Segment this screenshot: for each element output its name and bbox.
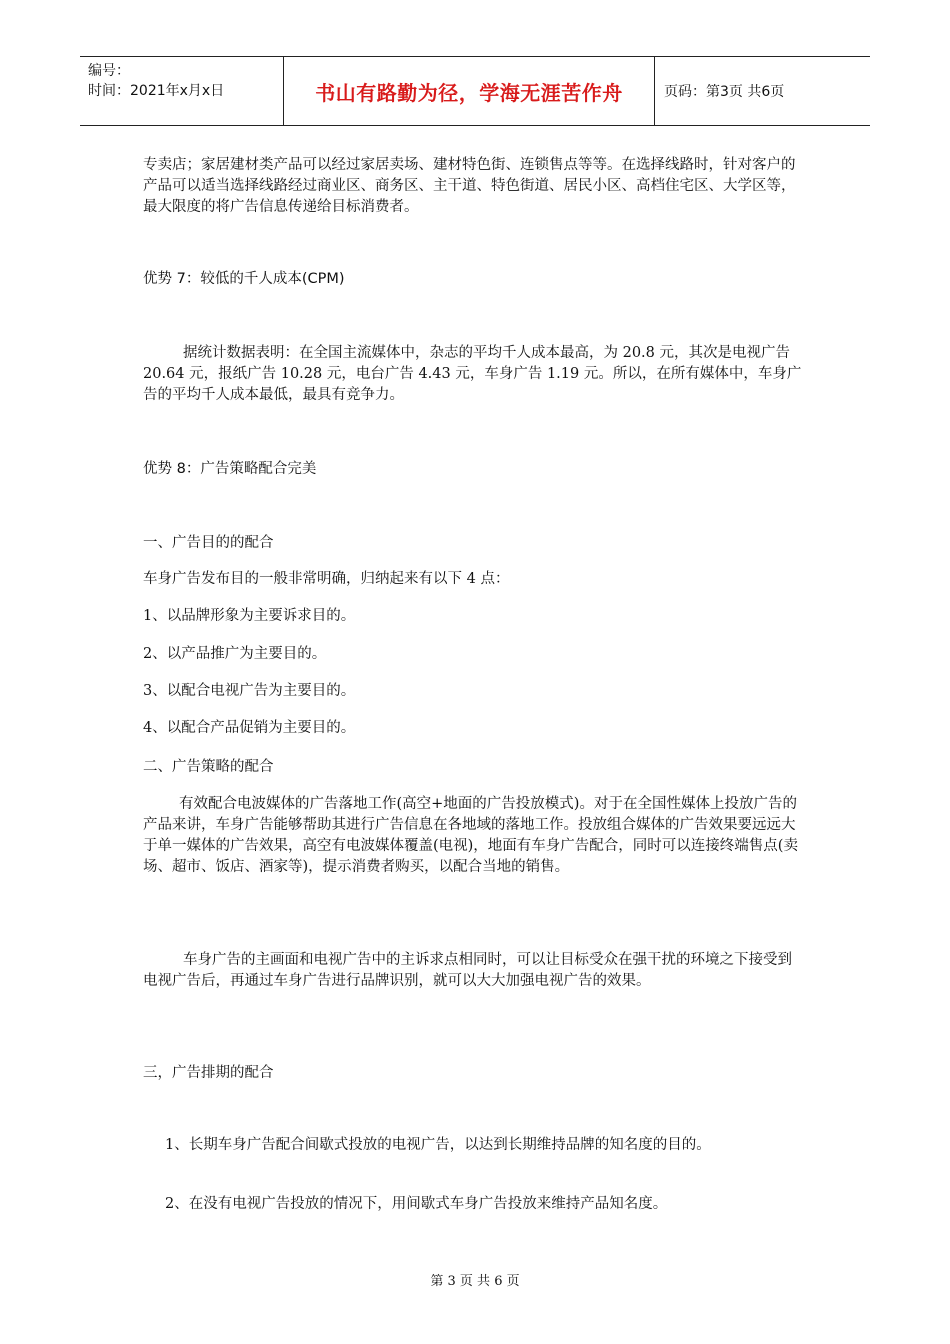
paragraph-strategy: 有效配合电波媒体的广告落地工作(高空+地面的广告投放模式)。对于在全国性媒体上投放广告的产品来讲，车身广告能够帮助其进行广告信息在各地域的落地工作。投放组合媒体的广告效果要远远大于单一媒体的广告效果，高空有电波媒体覆盖(电视)，地面有车身广告配合，同时可以连接终端售点(卖场、超市、饭店、酒家等)，提示消费者购买，以配合当地的销售。 (143, 796, 798, 875)
list-item-1: 1、以品牌形象为主要诉求目的。 (143, 608, 356, 624)
section-2-title: 二、广告策略的配合 (143, 759, 274, 775)
heading-advantage-8: 优势 8：广告策略配合完美 (143, 461, 317, 477)
number-label: 编号： (88, 63, 130, 79)
header-page-info: 页码：第3页 共6页 (664, 84, 785, 100)
list-item-3: 3、以配合电视广告为主要目的。 (143, 683, 356, 699)
paragraph-route: 专卖店；家居建材类产品可以经过家居卖场、建材特色街、连锁售点等等。在选择线路时，针对客户的产品可以适当选择线路经过商业区、商务区、主干道、特色街道、居民小区、高档住宅区、大学区等，最大限度的将广告信息传递给目标消费者。 (143, 157, 796, 215)
time-label: 时间：2021年x月x日 (88, 83, 225, 99)
page-footer: 第 3 页 共 6 页 (430, 1274, 520, 1289)
list-item-2: 2、以产品推广为主要目的。 (143, 646, 327, 662)
paragraph-cpm: 据统计数据表明：在全国主流媒体中，杂志的平均千人成本最高，为 20.8 元，其次是电视广告 20.64 元，报纸广告 10.28 元，电台广告 4.43 元，车身广告 1.19 元。所以，在所有媒体中，车身广告的平均千人成本最低，最具有竞争力。 (143, 345, 802, 403)
paragraph-goals-intro: 车身广告发布目的一般非常明确，归纳起来有以下 4 点： (143, 571, 510, 587)
header-meta (88, 61, 283, 101)
page-header (80, 56, 870, 126)
paragraph-tv-synergy: 车身广告的主画面和电视广告中的主诉求点相同时，可以让目标受众在强干扰的环境之下接受到电视广告后，再通过车身广告进行品牌识别，就可以大大加强电视广告的效果。 (143, 952, 792, 989)
section-3-title: 三，广告排期的配合 (143, 1065, 274, 1081)
list-item-4: 4、以配合产品促销为主要目的。 (143, 720, 356, 736)
paragraph-schedule-2: 2、在没有电视广告投放的情况下，用间歇式车身广告投放来维持产品知名度。 (165, 1196, 668, 1212)
section-1-title: 一、广告目的的配合 (143, 535, 274, 551)
header-motto: 书山有路勤为径，学海无涯苦作舟 (283, 57, 655, 125)
paragraph-schedule-1: 1、长期车身广告配合间歇式投放的电视广告，以达到长期维持品牌的知名度的目的。 (165, 1137, 711, 1153)
heading-advantage-7: 优势 7：较低的千人成本(CPM) (143, 271, 345, 287)
